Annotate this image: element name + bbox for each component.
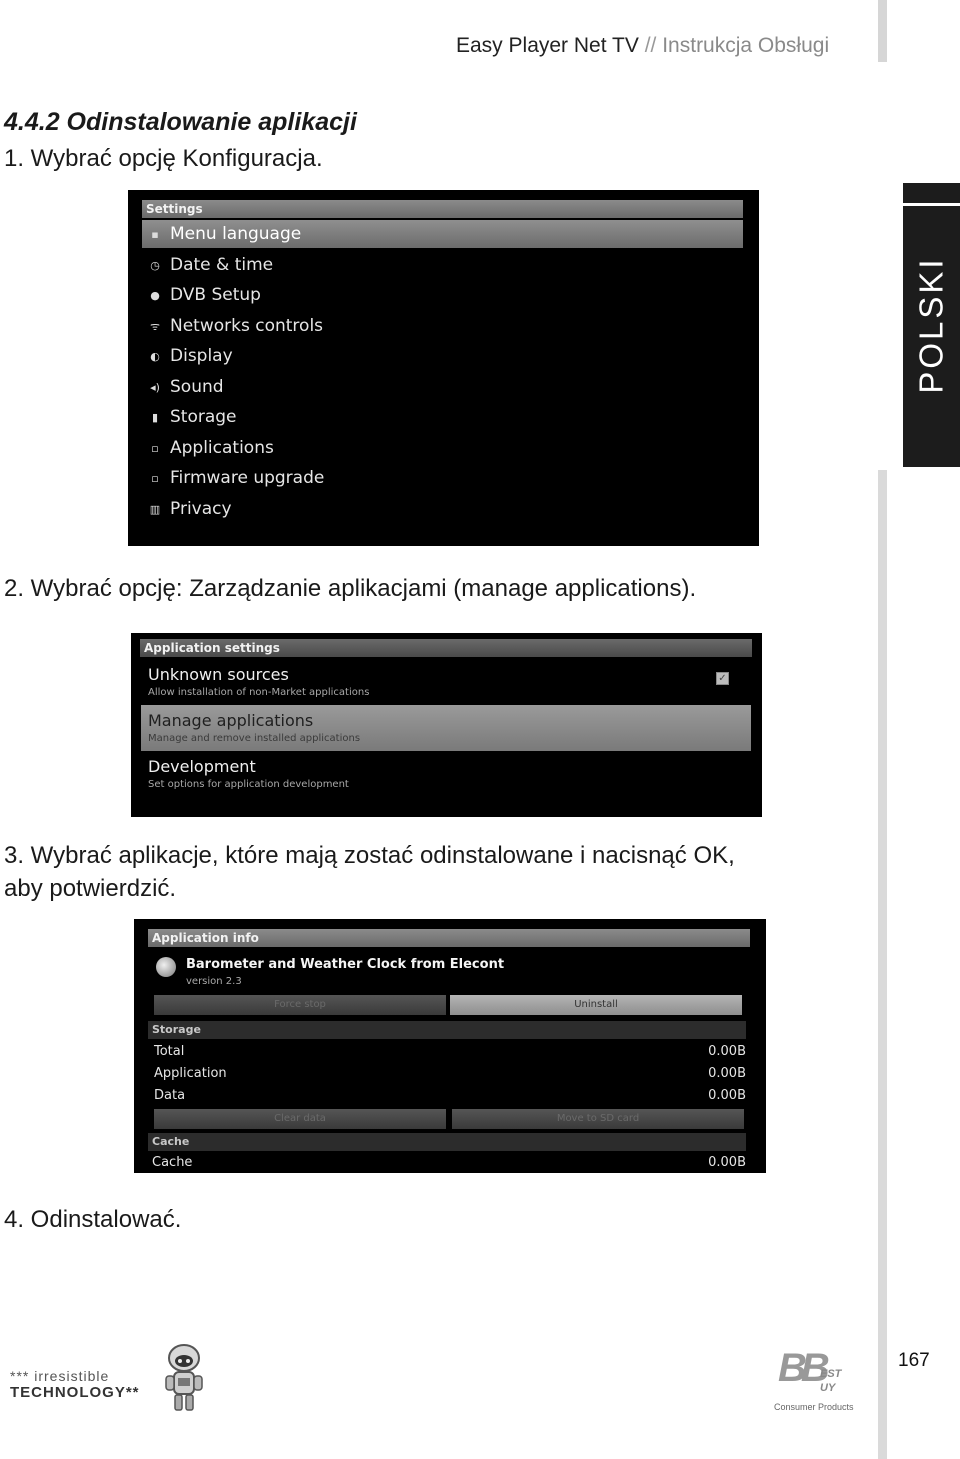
settings-item-label: Applications <box>170 438 274 458</box>
settings-item-date-time[interactable] <box>142 251 743 279</box>
step-3-line-1: 3. Wybrać aplikacje, które mają zostać odinstalowane i nacisnąć OK, <box>4 842 735 869</box>
settings-item-dvb-setup[interactable] <box>142 281 743 309</box>
unknown-sources-desc: Allow installation of non-Market applications <box>148 687 370 698</box>
settings-item-label: Networks controls <box>170 316 324 336</box>
settings-item-label: Firmware upgrade <box>170 468 325 488</box>
language-icon: ▪ <box>151 227 159 241</box>
storage-row-application <box>154 1064 746 1084</box>
settings-item-menu-language[interactable] <box>142 220 743 248</box>
robot-mascot-icon <box>160 1342 206 1414</box>
applications-icon: ▫ <box>151 441 159 455</box>
settings-item-storage[interactable] <box>142 403 743 431</box>
storage-section-label: Storage <box>148 1021 746 1039</box>
uninstall-button[interactable]: Uninstall <box>450 995 742 1015</box>
speaker-icon: ◂) <box>150 380 160 394</box>
unknown-sources-checkbox[interactable]: ✓ <box>716 672 729 685</box>
settings-item-label: Storage <box>170 407 237 427</box>
page-number: 167 <box>898 1350 930 1371</box>
application-settings-screenshot <box>131 633 762 817</box>
step-4: 4. Odinstalować. <box>4 1206 182 1233</box>
cache-value: 0.00B <box>708 1155 746 1170</box>
development-desc: Set options for application development <box>148 779 349 790</box>
storage-icon: ▮ <box>151 410 159 424</box>
clear-data-button[interactable]: Clear data <box>154 1109 446 1129</box>
settings-item-applications[interactable] <box>142 434 743 462</box>
application-info-title: Application info <box>148 929 750 947</box>
storage-row-data <box>154 1086 746 1106</box>
firmware-icon: ▫ <box>151 471 159 485</box>
brand-tagline <box>10 1368 160 1401</box>
storage-key: Application <box>154 1066 227 1081</box>
step-1: 1. Wybrać opcję Konfiguracja. <box>4 145 323 172</box>
header-separator: // <box>644 34 657 57</box>
settings-item-label: Privacy <box>170 499 232 519</box>
dvb-icon: ● <box>150 288 160 302</box>
step-3-line-2: aby potwierdzić. <box>4 875 177 902</box>
settings-screenshot <box>128 190 759 546</box>
tagline-line-2: TECHNOLOGY** <box>10 1384 140 1401</box>
force-stop-button[interactable]: Force stop <box>154 995 446 1015</box>
side-accent-strip <box>878 470 887 1459</box>
app-logo-icon <box>156 957 176 977</box>
header-subtitle: Instrukcja Obsługi <box>662 34 830 57</box>
settings-item-label: Sound <box>170 377 224 397</box>
bb-est: EST <box>820 1368 842 1380</box>
settings-item-label: Menu language <box>170 224 302 244</box>
development-item[interactable] <box>141 751 751 797</box>
app-version: version 2.3 <box>186 976 242 987</box>
language-tab-label <box>903 183 960 467</box>
wifi-icon: ᯤ <box>149 319 161 333</box>
settings-item-privacy[interactable] <box>142 495 743 523</box>
settings-title: Settings <box>142 200 743 218</box>
bb-letters: BB <box>778 1346 824 1390</box>
display-icon: ◐ <box>150 349 160 363</box>
section-heading: 4.4.2 Odinstalowanie aplikacji <box>4 108 357 136</box>
storage-row-total <box>154 1042 746 1062</box>
development-title: Development <box>148 757 256 776</box>
settings-item-label: Date & time <box>170 255 274 275</box>
settings-item-firmware-upgrade[interactable] <box>142 464 743 492</box>
manage-applications-item[interactable] <box>141 705 751 751</box>
bb-consumer-products: Consumer Products <box>774 1402 854 1412</box>
storage-value: 0.00B <box>708 1088 746 1103</box>
storage-key: Data <box>154 1088 186 1103</box>
cache-key: Cache <box>152 1155 193 1170</box>
cache-row <box>152 1153 746 1173</box>
best-buy-logo <box>774 1346 874 1416</box>
storage-value: 0.00B <box>708 1044 746 1059</box>
settings-item-networks[interactable] <box>142 312 743 340</box>
storage-key: Total <box>154 1044 185 1059</box>
unknown-sources-title: Unknown sources <box>148 665 289 684</box>
storage-value: 0.00B <box>708 1066 746 1081</box>
settings-item-label: Display <box>170 346 233 366</box>
application-info-screenshot <box>134 919 766 1173</box>
header-product: Easy Player Net TV <box>456 34 639 57</box>
settings-item-sound[interactable] <box>142 373 743 401</box>
app-name: Barometer and Weather Clock from Elecont <box>186 957 505 972</box>
header-accent-bar <box>878 0 887 62</box>
move-to-sd-button[interactable]: Move to SD card <box>452 1109 744 1129</box>
document-header <box>456 34 829 58</box>
manage-applications-title: Manage applications <box>148 711 314 730</box>
unknown-sources-item[interactable] <box>141 659 751 705</box>
manage-applications-desc: Manage and remove installed applications <box>148 733 361 744</box>
bb-uy: UY <box>820 1382 836 1394</box>
cache-section-label: Cache <box>148 1133 746 1151</box>
settings-item-display[interactable] <box>142 342 743 370</box>
settings-item-label: DVB Setup <box>170 285 261 305</box>
application-settings-title: Application settings <box>140 639 752 657</box>
language-tab-text: POLSKI <box>912 256 950 394</box>
step-2: 2. Wybrać opcję: Zarządzanie aplikacjami (manage applications). <box>4 575 697 602</box>
tagline-line-1: *** irresistible <box>10 1368 110 1384</box>
clock-icon: ◷ <box>150 258 160 272</box>
privacy-icon: ▥ <box>149 502 161 516</box>
